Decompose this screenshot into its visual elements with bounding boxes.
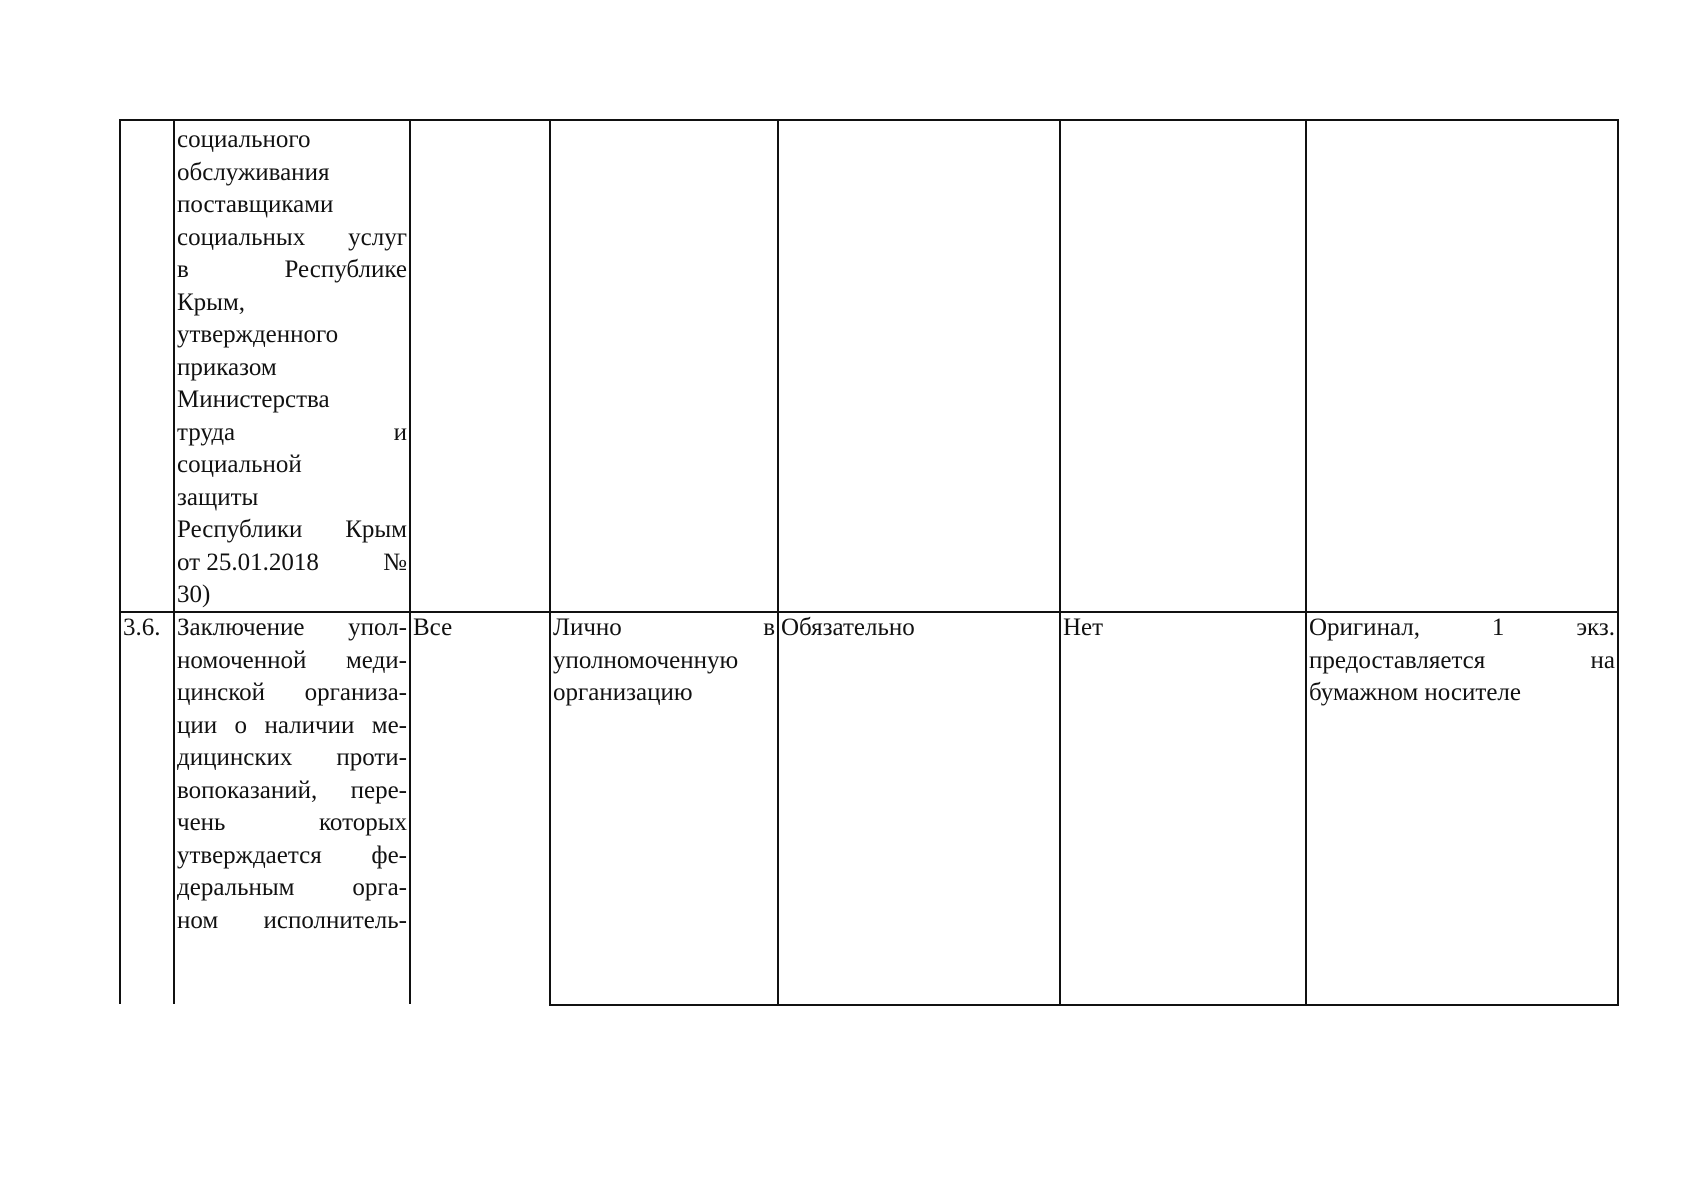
submission-method-cell: [553, 612, 775, 710]
text-word: защиты: [177, 483, 259, 511]
text-line: [177, 612, 407, 645]
text-word: на: [1590, 646, 1615, 674]
text-line: [177, 449, 407, 482]
text-line: [177, 189, 407, 222]
text-word: 30): [177, 581, 211, 608]
text-word: ции: [177, 711, 218, 739]
text-word: деральным: [177, 874, 295, 901]
column-border-1: [173, 119, 175, 1004]
text-word: обслуживания: [177, 158, 330, 186]
applicant-category-cell: Все: [413, 614, 453, 641]
text-word: предоставляется: [1309, 646, 1486, 674]
text-word: 1: [1491, 614, 1505, 641]
text-word: чень: [177, 809, 226, 836]
text-word: ном: [177, 906, 219, 934]
text-word: поставщиками: [177, 191, 334, 218]
text-word: о: [234, 711, 248, 739]
text-line: [177, 352, 407, 385]
text-word: Оригинал,: [1309, 614, 1420, 641]
text-word: пере-: [350, 776, 407, 804]
text-line: [177, 417, 407, 450]
text-word: дицинских: [177, 744, 293, 771]
text-word: услуг: [348, 223, 407, 251]
column-border-5: [1059, 119, 1061, 1006]
text-line: [177, 547, 407, 580]
text-line: [177, 775, 407, 808]
text-word: фе-: [371, 841, 407, 869]
text-line: [177, 222, 407, 255]
text-line: [177, 287, 407, 320]
text-line: [177, 514, 407, 547]
text-word: и: [393, 418, 407, 446]
requirement-cell: Обязательно: [781, 614, 915, 641]
text-word: утвержденного: [177, 321, 339, 348]
text-word: цинской: [177, 679, 265, 706]
text-line: [177, 742, 407, 775]
text-line: [1309, 677, 1615, 710]
text-word: организа-: [304, 679, 407, 706]
column-border-3: [549, 119, 551, 1006]
text-line: [177, 645, 407, 678]
condition-cell: Нет: [1063, 614, 1104, 641]
column-border-6: [1305, 119, 1307, 1006]
text-line: [177, 872, 407, 905]
text-word: Министерства: [177, 386, 330, 413]
text-word: организацию: [553, 679, 693, 706]
text-line: [177, 384, 407, 417]
text-word: Крым: [345, 516, 407, 543]
text-word: меди-: [345, 646, 407, 674]
text-word: труда: [177, 418, 236, 446]
text-word: вопоказаний,: [177, 776, 318, 804]
column-border-2: [409, 119, 411, 1004]
text-word: исполнитель-: [263, 906, 407, 934]
text-line: [553, 612, 775, 645]
text-word: утверждается: [177, 841, 322, 869]
text-word: бумажном носителе: [1309, 679, 1521, 706]
text-line: [177, 157, 407, 190]
column-border-7: [1617, 119, 1619, 1006]
continued-document-cell: [177, 124, 407, 612]
text-word: в: [763, 614, 775, 641]
text-line: [177, 807, 407, 840]
text-line: [1309, 612, 1615, 645]
text-word: от 25.01.2018: [177, 548, 319, 576]
text-word: номоченной: [177, 646, 307, 674]
text-line: [553, 677, 775, 710]
table-top-border: [119, 119, 1619, 121]
column-border-0: [119, 119, 121, 1004]
text-line: [177, 840, 407, 873]
text-line: [177, 905, 407, 938]
text-word: Заключение: [177, 614, 305, 641]
text-word: наличии: [264, 711, 355, 739]
text-word: уполномоченную: [553, 646, 739, 674]
text-word: социального: [177, 126, 311, 153]
column-border-4: [777, 119, 779, 1006]
document-name-cell: [177, 612, 407, 937]
text-word: Крым,: [177, 288, 246, 316]
text-line: [177, 124, 407, 157]
text-word: которых: [319, 809, 407, 836]
text-word: орга-: [352, 874, 407, 901]
text-word: социальных: [177, 223, 306, 251]
text-word: экз.: [1576, 614, 1615, 641]
text-word: социальной: [177, 451, 302, 478]
text-word: ме-: [371, 711, 407, 739]
text-word: упол-: [348, 614, 407, 641]
text-word: в: [177, 256, 189, 283]
text-word: Республики: [177, 516, 303, 543]
text-word: №: [383, 548, 407, 576]
submission-form-cell: [1309, 612, 1615, 710]
text-line: [553, 645, 775, 678]
text-line: [177, 482, 407, 515]
text-line: [177, 710, 407, 743]
text-word: Лично: [553, 614, 622, 641]
text-line: [177, 254, 407, 287]
row-number: 3.6.: [123, 614, 161, 641]
text-line: [1309, 645, 1615, 678]
text-word: приказом: [177, 353, 277, 381]
text-word: проти-: [336, 744, 407, 771]
text-line: [177, 319, 407, 352]
text-line: [177, 677, 407, 710]
table-bottom-border: [549, 1004, 1619, 1006]
text-word: Республике: [284, 256, 407, 283]
text-line: [177, 579, 407, 612]
